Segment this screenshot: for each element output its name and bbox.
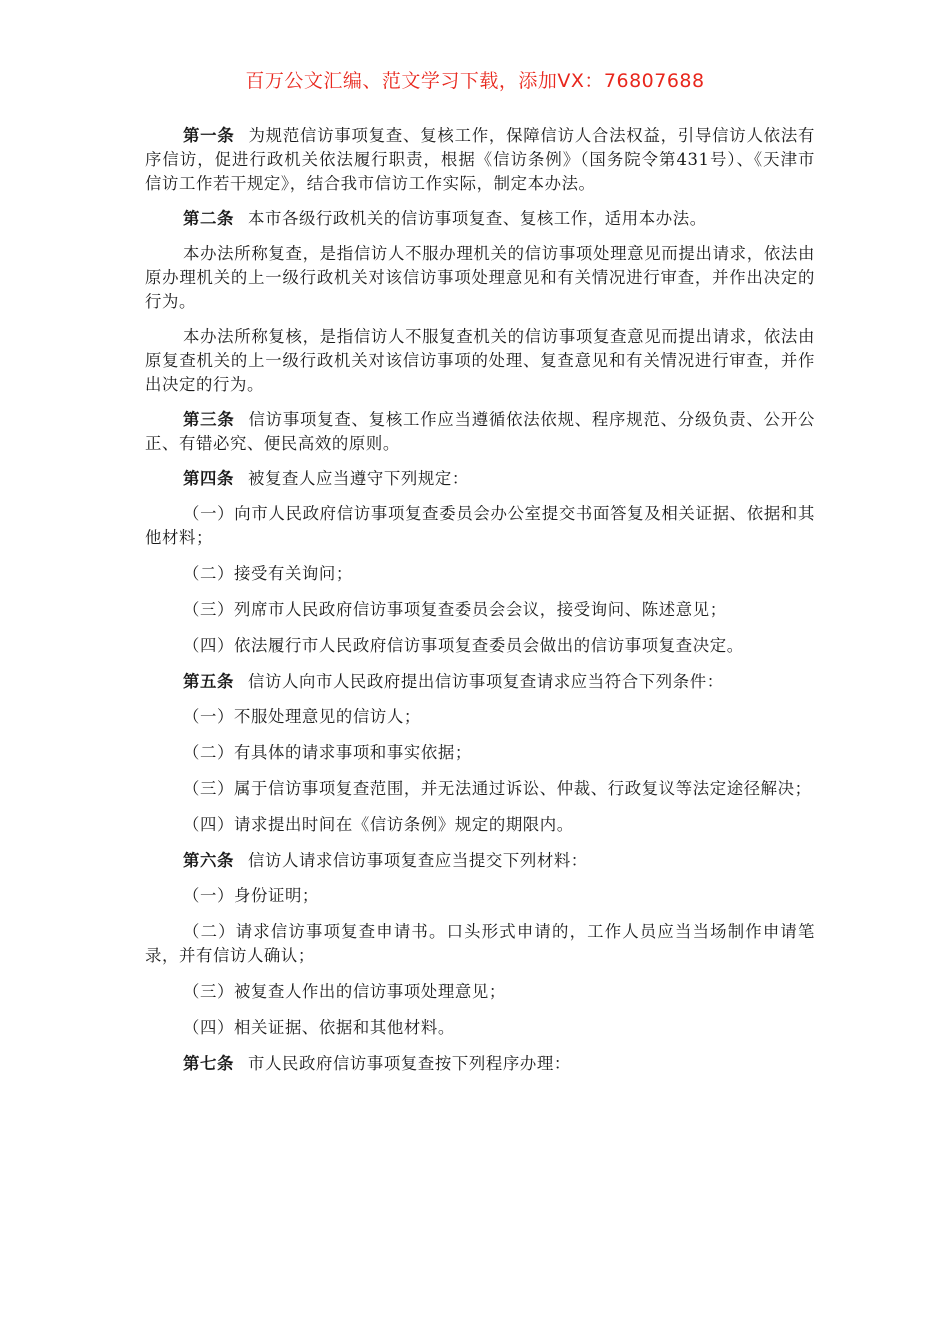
paragraph-text: 本办法所称复查，是指信访人不服办理机关的信访事项处理意见而提出请求，依法由原办理机关的上一级行政机关对该信访事项处理意见和有关情况进行审查，并作出决定的行为。 — [145, 244, 815, 311]
list-item — [145, 884, 815, 908]
list-item — [145, 598, 815, 622]
article-label: 第五条 — [183, 672, 234, 691]
article-label: 第一条 — [183, 126, 235, 145]
article-label: 第三条 — [183, 410, 235, 429]
list-item-text: （四）相关证据、依据和其他材料。 — [183, 1018, 455, 1037]
list-item-text: （四）依法履行市人民政府信访事项复查委员会做出的信访事项复查决定。 — [183, 636, 744, 655]
list-item — [145, 502, 815, 550]
list-item-text: （一）向市人民政府信访事项复查委员会办公室提交书面答复及相关证据、依据和其他材料； — [145, 504, 815, 547]
list-item-text: （二）接受有关询问； — [183, 564, 353, 583]
list-item — [145, 777, 815, 801]
paragraph — [145, 242, 815, 314]
list-item-text: （一）身份证明； — [183, 886, 319, 905]
article-label: 第六条 — [183, 851, 234, 870]
list-item-text: （一）不服处理意见的信访人； — [183, 707, 421, 726]
article-text: 信访人向市人民政府提出信访事项复查请求应当符合下列条件： — [247, 672, 724, 691]
article-1 — [145, 124, 815, 196]
paragraph — [145, 325, 815, 397]
list-item — [145, 562, 815, 586]
article-7 — [145, 1052, 815, 1076]
article-text: 为规范信访事项复查、复核工作，保障信访人合法权益，引导信访人依法有序信访，促进行政机关依法履行职责，根据《信访条例》（国务院令第431号）、《天津市信访工作若干规定》，结合我市信访工作实际，制定本办法。 — [145, 126, 815, 193]
list-item — [145, 920, 815, 968]
article-4 — [145, 467, 815, 491]
list-item-text: （三）被复查人作出的信访事项处理意见； — [183, 982, 506, 1001]
paragraph-text: 本办法所称复核，是指信访人不服复查机关的信访事项复查意见而提出请求，依法由原复查机关的上一级行政机关对该信访事项的处理、复查意见和有关情况进行审查，并作出决定的行为。 — [145, 327, 815, 394]
article-text: 本市各级行政机关的信访事项复查、复核工作，适用本办法。 — [247, 209, 707, 228]
article-5 — [145, 670, 815, 694]
list-item — [145, 705, 815, 729]
article-label: 第二条 — [183, 209, 234, 228]
list-item-text: （三）属于信访事项复查范围，并无法通过诉讼、仲裁、行政复议等法定途径解决； — [183, 779, 812, 798]
document-body — [145, 124, 815, 1087]
article-label: 第四条 — [183, 469, 234, 488]
article-text: 信访事项复查、复核工作应当遵循依法依规、程序规范、分级负责、公开公正、有错必究、便民高效的原则。 — [145, 410, 815, 453]
article-label: 第七条 — [183, 1054, 234, 1073]
list-item-text: （四）请求提出时间在《信访条例》规定的期限内。 — [183, 815, 574, 834]
article-text: 市人民政府信访事项复查按下列程序办理： — [247, 1054, 571, 1073]
list-item — [145, 1016, 815, 1040]
article-text: 信访人请求信访事项复查应当提交下列材料： — [247, 851, 588, 870]
article-text: 被复查人应当遵守下列规定： — [247, 469, 469, 488]
list-item — [145, 634, 815, 658]
article-2 — [145, 207, 815, 231]
list-item-text: （二）请求信访事项复查申请书。口头形式申请的，工作人员应当当场制作申请笔录，并有信访人确认； — [145, 922, 815, 965]
article-3 — [145, 408, 815, 456]
list-item-text: （三）列席市人民政府信访事项复查委员会会议，接受询问、陈述意见； — [183, 600, 727, 619]
header-banner: 百万公文汇编、范文学习下载，添加VX：76807688 — [245, 70, 705, 92]
list-item — [145, 813, 815, 837]
list-item — [145, 980, 815, 1004]
list-item-text: （二）有具体的请求事项和事实依据； — [183, 743, 472, 762]
list-item — [145, 741, 815, 765]
article-6 — [145, 849, 815, 873]
